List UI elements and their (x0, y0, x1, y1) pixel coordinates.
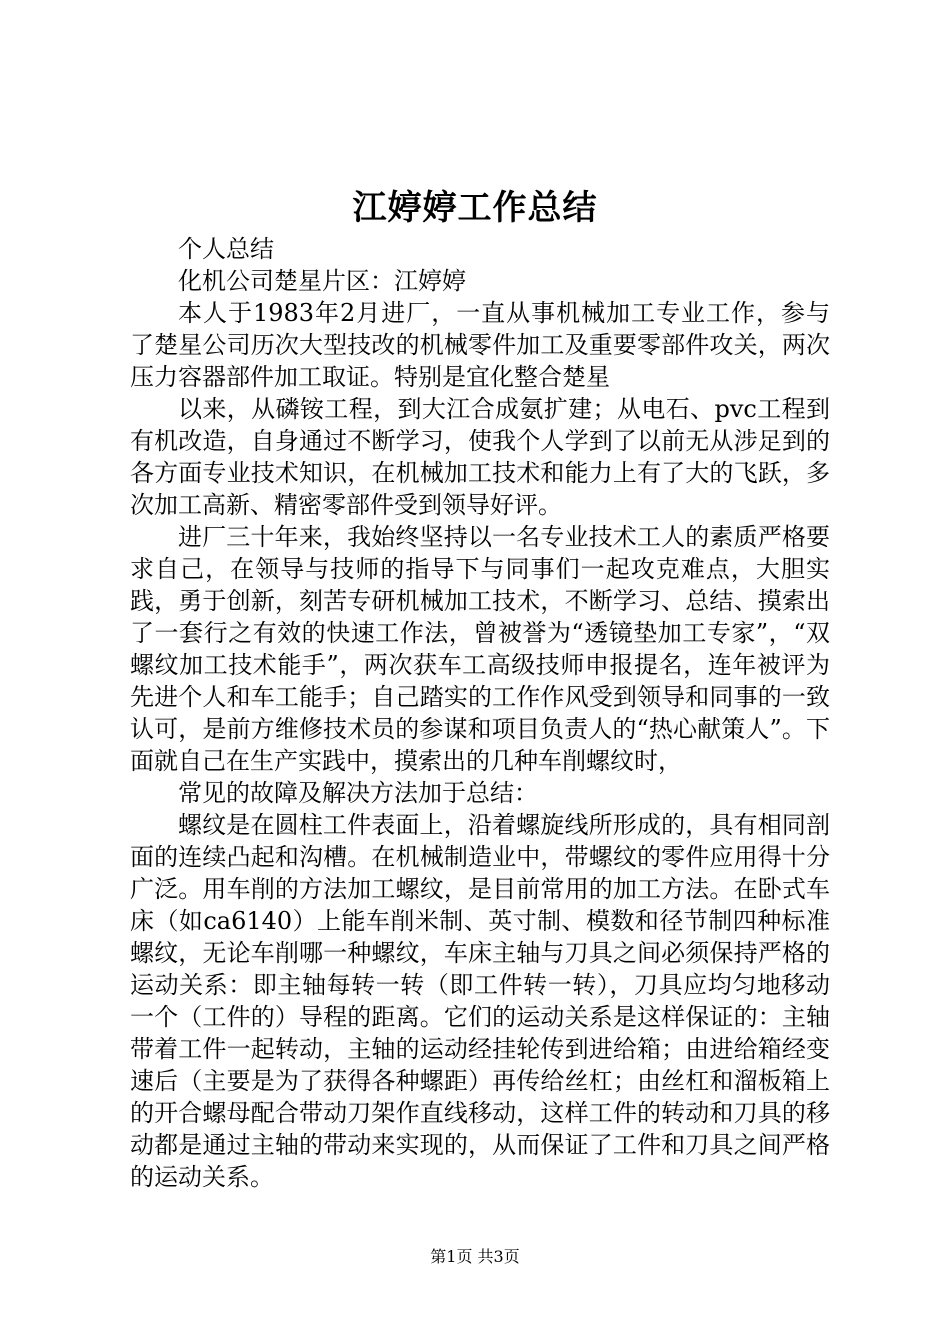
document-body (130, 233, 830, 1193)
paragraph-thirty-years: 进厂三十年来，我始终坚持以一名专业技术工人的素质严格要求自己，在领导与技师的指导下与同事们一起攻克难点，大胆实践，勇于创新，刻苦专研机械加工技术，不断学习、总结、摸索出了一套行之有效的快速工作法，曾被誉为“透镜垫加工专家”，“双螺纹加工技术能手”，两次获车工高级技师申报提名，连年被评为先进个人和车工能手；自己踏实的工作作风受到领导和同事的一致认可，是前方维修技术员的参谋和项目负责人的“热心献策人”。下面就自己在生产实践中，摸索出的几种车削螺纹时， (130, 523, 830, 775)
paragraph-heading-personal-summary: 个人总结 (178, 235, 274, 263)
page-title: 江婷婷工作总结 (352, 188, 598, 228)
paragraph-since-merger: 以来，从磷铵工程，到大江合成氨扩建；从电石、pvc工程到有机改造，自身通过不断学习，使我个人学到了以前无从涉足到的各方面专业技术知识，在机械加工技术和能力上有了大的飞跃，多次加工高新、精密零部件受到领导好评。 (130, 395, 830, 519)
paragraph-author-line: 化机公司楚星片区：江婷婷 (178, 267, 466, 295)
paragraph-summary-intro: 常见的故障及解决方法加于总结： (178, 779, 538, 807)
paragraph-thread-explanation: 螺纹是在圆柱工件表面上，沿着螺旋线所形成的，具有相同剖面的连续凸起和沟槽。在机械制造业中，带螺纹的零件应用得十分广泛。用车削的方法加工螺纹，是目前常用的加工方法。在卧式车床（如ca6140）上能车削米制、英寸制、模数和径节制四种标准螺纹，无论车削哪一种螺纹，车床主轴与刀具之间必须保持严格的运动关系：即主轴每转一转（即工件转一转），刀具应均匀地移动一个（工件的）导程的距离。它们的运动关系是这样保证的：主轴带着工件一起转动，主轴的运动经挂轮传到进给箱；由进给箱经变速后（主要是为了获得各种螺距）再传给丝杠；由丝杠和溜板箱上的开合螺母配合带动刀架作直线移动，这样工件的转动和刀具的移动都是通过主轴的带动来实现的，从而保证了工件和刀具之间严格的运动关系。 (130, 811, 830, 1191)
page-footer: 第1页 共3页 (430, 1247, 520, 1266)
paragraph-career-intro: 本人于1983年2月进厂，一直从事机械加工专业工作，参与了楚星公司历次大型技改的机械零件加工及重要零部件攻关，两次压力容器部件加工取证。特别是宜化整合楚星 (130, 299, 830, 391)
